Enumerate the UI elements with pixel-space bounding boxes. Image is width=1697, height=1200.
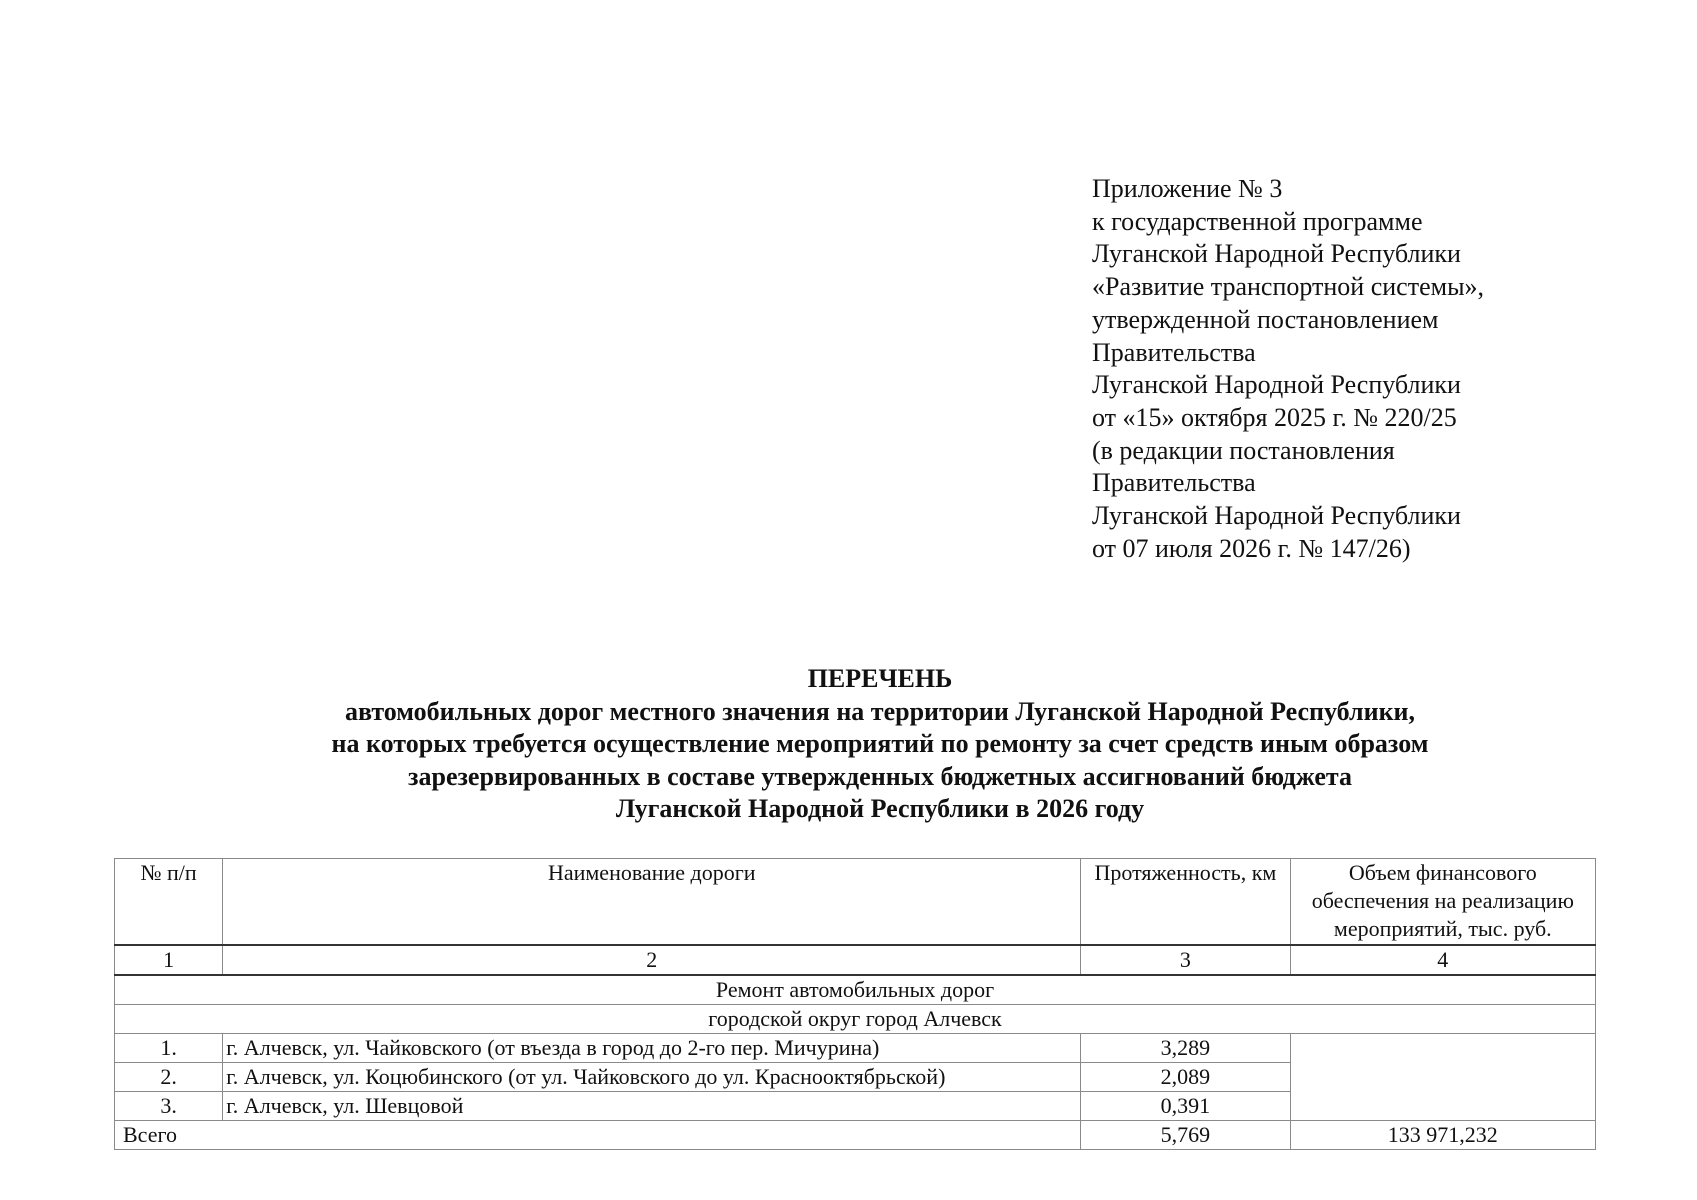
appendix-line: Луганской Народной Республики [1092,239,1461,269]
road-length: 3,289 [1081,1034,1290,1063]
appendix-line: Луганской Народной Республики [1092,370,1461,400]
funding-merged-cell [1290,1034,1595,1121]
table-row [115,1034,1596,1063]
header-length: Протяженность, км [1081,859,1290,946]
road-name: г. Алчевск, ул. Коцюбинского (от ул. Чайковского до ул. Краснооктябрьской) [223,1063,1081,1092]
column-number: 2 [223,945,1081,975]
total-row [115,1121,1596,1150]
appendix-line: от «15» октября 2025 г. № 220/25 [1092,402,1457,432]
title-heading: ПЕРЕЧЕНЬ [807,664,953,693]
appendix-line: от 07 июля 2026 г. № 147/26) [1092,533,1411,563]
header-funding: Объем финансового обеспечения на реализацию мероприятий, тыс. руб. [1290,859,1595,946]
road-name: г. Алчевск, ул. Чайковского (от въезда в город до 2-го пер. Мичурина) [223,1034,1081,1063]
section-row [115,975,1596,1005]
title-line: Луганской Народной Республики в 2026 году [615,794,1145,823]
appendix-line: (в редакции постановления [1092,435,1395,465]
road-name: г. Алчевск, ул. Шевцовой [223,1092,1081,1121]
road-length: 0,391 [1081,1092,1290,1121]
column-numbers-row [115,945,1596,975]
appendix-block [1092,173,1484,565]
row-num: 3. [115,1092,223,1121]
column-number: 3 [1081,945,1290,975]
appendix-line: Луганской Народной Республики [1092,501,1461,531]
appendix-line: к государственной программе [1092,206,1423,236]
column-number: 1 [115,945,223,975]
header-num: № п/п [115,859,223,946]
title-line: зарезервированных в составе утвержденных бюджетных ассигнований бюджета [408,761,1352,791]
header-name: Наименование дороги [223,859,1081,946]
roads-table [114,858,1596,1150]
road-length: 2,089 [1081,1063,1290,1092]
row-num: 1. [115,1034,223,1063]
district-title: городской округ город Алчевск [115,1005,1596,1034]
district-row [115,1005,1596,1034]
total-length: 5,769 [1081,1121,1290,1150]
row-num: 2. [115,1063,223,1092]
appendix-line: «Развитие транспортной системы», [1092,272,1485,302]
appendix-line: утвержденной постановлением [1092,304,1439,334]
total-label: Всего [115,1121,1081,1150]
column-number: 4 [1290,945,1595,975]
title-line: на которых требуется осуществление мероприятий по ремонту за счет средств иным образом [331,729,1429,758]
table-header-row [115,859,1596,946]
appendix-line: Правительства [1092,468,1256,498]
appendix-line: Приложение № 3 [1092,174,1283,203]
document-title [0,663,1697,826]
appendix-line: Правительства [1092,337,1256,367]
title-line: автомобильных дорог местного значения на территории Луганской Народной Республики, [344,696,1416,726]
section-title: Ремонт автомобильных дорог [115,975,1596,1005]
total-funding: 133 971,232 [1290,1121,1595,1150]
